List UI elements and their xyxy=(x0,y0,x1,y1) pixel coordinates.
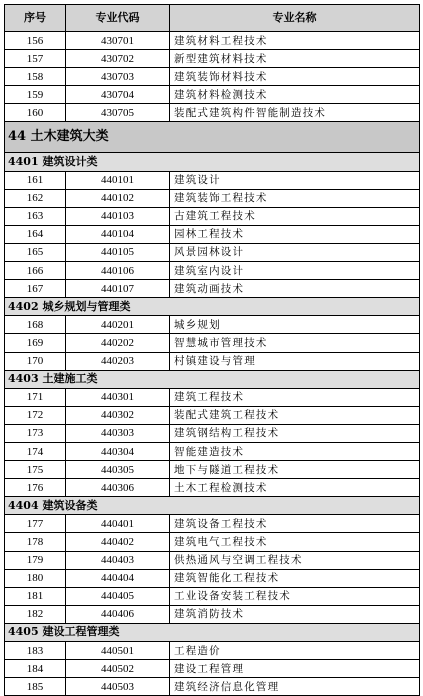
table-row xyxy=(5,461,420,479)
major-category-row xyxy=(5,122,420,153)
table-row xyxy=(5,642,420,660)
row-code: 440103 xyxy=(66,207,170,225)
category-row-label: 4404 建筑设备类 xyxy=(5,497,420,515)
row-name: 智能建造技术 xyxy=(170,442,420,460)
row-name: 建筑材料工程技术 xyxy=(170,32,420,50)
row-seq: 176 xyxy=(5,479,66,497)
category-row xyxy=(5,497,420,515)
row-seq: 168 xyxy=(5,316,66,334)
category-row-label: 4402 城乡规划与管理类 xyxy=(5,298,420,316)
table-row xyxy=(5,442,420,460)
category-row-label: 4401 建筑设计类 xyxy=(5,153,420,171)
row-seq: 162 xyxy=(5,189,66,207)
row-name: 新型建筑材料技术 xyxy=(170,50,420,68)
row-seq: 164 xyxy=(5,225,66,243)
row-code: 440201 xyxy=(66,316,170,334)
row-name: 村镇建设与管理 xyxy=(170,352,420,370)
row-code: 440402 xyxy=(66,533,170,551)
row-code: 440304 xyxy=(66,442,170,460)
row-name: 古建筑工程技术 xyxy=(170,207,420,225)
table-row xyxy=(5,406,420,424)
table-row xyxy=(5,189,420,207)
row-code: 440401 xyxy=(66,515,170,533)
row-name: 供热通风与空调工程技术 xyxy=(170,551,420,569)
header-code: 专业代码 xyxy=(66,5,170,32)
row-seq: 172 xyxy=(5,406,66,424)
row-name: 智慧城市管理技术 xyxy=(170,334,420,352)
table-row xyxy=(5,50,420,68)
category-row xyxy=(5,623,420,641)
row-code: 440503 xyxy=(66,678,170,696)
table-header-row xyxy=(5,5,420,32)
row-name: 建筑工程技术 xyxy=(170,388,420,406)
row-code: 440102 xyxy=(66,189,170,207)
row-seq: 167 xyxy=(5,280,66,298)
major-category-row-label: 44 土木建筑大类 xyxy=(5,122,420,153)
row-seq: 159 xyxy=(5,86,66,104)
row-code: 440107 xyxy=(66,280,170,298)
row-code: 440303 xyxy=(66,424,170,442)
row-seq: 175 xyxy=(5,461,66,479)
table-row xyxy=(5,352,420,370)
row-code: 440106 xyxy=(66,262,170,280)
row-seq: 169 xyxy=(5,334,66,352)
row-name: 装配式建筑构件智能制造技术 xyxy=(170,104,420,122)
row-name: 城乡规划 xyxy=(170,316,420,334)
row-code: 440101 xyxy=(66,171,170,189)
header-name: 专业名称 xyxy=(170,5,420,32)
table-row xyxy=(5,569,420,587)
row-name: 工业设备安装工程技术 xyxy=(170,587,420,605)
table-row xyxy=(5,587,420,605)
row-name: 装配式建筑工程技术 xyxy=(170,406,420,424)
table-row xyxy=(5,678,420,696)
row-code: 440302 xyxy=(66,406,170,424)
row-code: 440301 xyxy=(66,388,170,406)
table-row xyxy=(5,104,420,122)
row-code: 440305 xyxy=(66,461,170,479)
row-seq: 178 xyxy=(5,533,66,551)
row-name: 建筑材料检测技术 xyxy=(170,86,420,104)
table-body xyxy=(5,32,420,696)
row-seq: 160 xyxy=(5,104,66,122)
row-seq: 183 xyxy=(5,642,66,660)
category-row xyxy=(5,153,420,171)
table-row xyxy=(5,388,420,406)
table-row xyxy=(5,32,420,50)
table-row xyxy=(5,171,420,189)
row-code: 440405 xyxy=(66,587,170,605)
table-row xyxy=(5,225,420,243)
row-name: 建筑钢结构工程技术 xyxy=(170,424,420,442)
row-seq: 173 xyxy=(5,424,66,442)
row-name: 土木工程检测技术 xyxy=(170,479,420,497)
header-seq: 序号 xyxy=(5,5,66,32)
table-row xyxy=(5,551,420,569)
table-row xyxy=(5,515,420,533)
row-code: 440501 xyxy=(66,642,170,660)
table-row xyxy=(5,660,420,678)
row-seq: 179 xyxy=(5,551,66,569)
major-catalog-table xyxy=(4,4,420,696)
row-name: 建筑设计 xyxy=(170,171,420,189)
row-code: 430701 xyxy=(66,32,170,50)
table-row xyxy=(5,334,420,352)
row-code: 440203 xyxy=(66,352,170,370)
table-row xyxy=(5,424,420,442)
table-row xyxy=(5,280,420,298)
table-row xyxy=(5,533,420,551)
row-code: 440406 xyxy=(66,605,170,623)
row-code: 440502 xyxy=(66,660,170,678)
row-name: 建筑室内设计 xyxy=(170,262,420,280)
table-row xyxy=(5,262,420,280)
table-row xyxy=(5,243,420,261)
row-code: 430704 xyxy=(66,86,170,104)
row-seq: 171 xyxy=(5,388,66,406)
row-seq: 158 xyxy=(5,68,66,86)
row-code: 430703 xyxy=(66,68,170,86)
row-seq: 185 xyxy=(5,678,66,696)
row-code: 430702 xyxy=(66,50,170,68)
row-seq: 166 xyxy=(5,262,66,280)
row-seq: 157 xyxy=(5,50,66,68)
row-name: 建筑智能化工程技术 xyxy=(170,569,420,587)
row-name: 建筑装饰工程技术 xyxy=(170,189,420,207)
row-seq: 177 xyxy=(5,515,66,533)
row-name: 工程造价 xyxy=(170,642,420,660)
row-seq: 182 xyxy=(5,605,66,623)
row-name: 建设工程管理 xyxy=(170,660,420,678)
row-code: 440306 xyxy=(66,479,170,497)
row-code: 440105 xyxy=(66,243,170,261)
table-row xyxy=(5,605,420,623)
category-row xyxy=(5,298,420,316)
table-row xyxy=(5,86,420,104)
category-row-label: 4405 建设工程管理类 xyxy=(5,623,420,641)
row-name: 建筑电气工程技术 xyxy=(170,533,420,551)
row-code: 440202 xyxy=(66,334,170,352)
row-code: 440104 xyxy=(66,225,170,243)
row-name: 建筑动画技术 xyxy=(170,280,420,298)
row-seq: 161 xyxy=(5,171,66,189)
row-seq: 170 xyxy=(5,352,66,370)
table-row xyxy=(5,207,420,225)
category-row xyxy=(5,370,420,388)
row-name: 风景园林设计 xyxy=(170,243,420,261)
row-name: 建筑设备工程技术 xyxy=(170,515,420,533)
row-seq: 156 xyxy=(5,32,66,50)
row-name: 建筑装饰材料技术 xyxy=(170,68,420,86)
row-code: 440404 xyxy=(66,569,170,587)
row-name: 建筑经济信息化管理 xyxy=(170,678,420,696)
row-name: 建筑消防技术 xyxy=(170,605,420,623)
table-row xyxy=(5,316,420,334)
category-row-label: 4403 土建施工类 xyxy=(5,370,420,388)
row-name: 园林工程技术 xyxy=(170,225,420,243)
row-code: 440403 xyxy=(66,551,170,569)
row-seq: 181 xyxy=(5,587,66,605)
table-row xyxy=(5,68,420,86)
row-seq: 184 xyxy=(5,660,66,678)
row-seq: 174 xyxy=(5,442,66,460)
row-seq: 165 xyxy=(5,243,66,261)
row-code: 430705 xyxy=(66,104,170,122)
row-seq: 180 xyxy=(5,569,66,587)
row-seq: 163 xyxy=(5,207,66,225)
table-row xyxy=(5,479,420,497)
row-name: 地下与隧道工程技术 xyxy=(170,461,420,479)
